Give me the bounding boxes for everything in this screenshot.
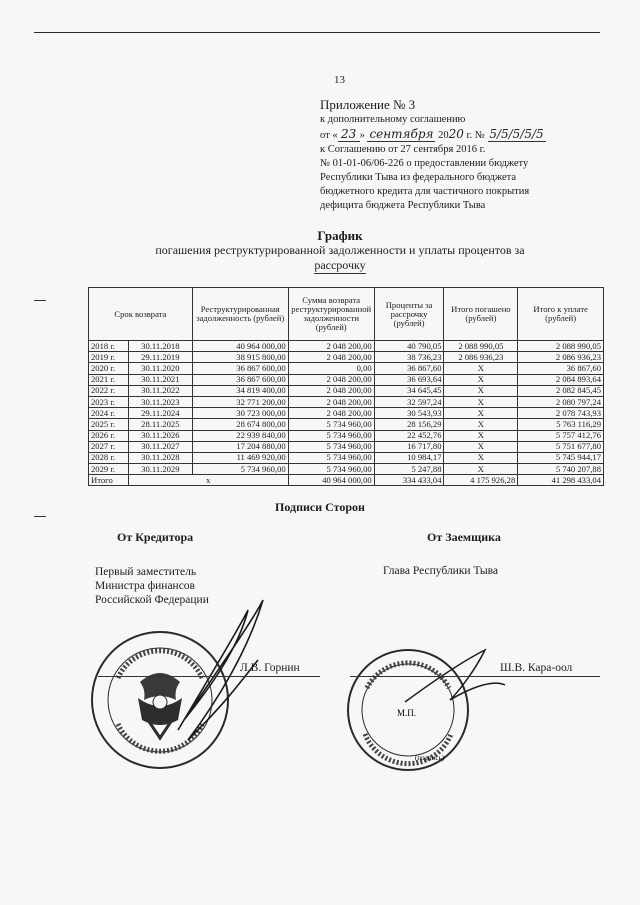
annex-text: 20: [438, 130, 449, 141]
table-total-cell: 4 175 926,28: [444, 475, 518, 486]
table-cell: 36 867,60: [518, 363, 604, 374]
table-cell: X: [444, 419, 518, 430]
table-cell: X: [444, 441, 518, 452]
table-cell: 2 082 845,45: [518, 385, 604, 396]
repayment-schedule-table: [88, 287, 604, 486]
page-number: 13: [334, 74, 345, 86]
table-cell: 5 734 960,00: [288, 452, 374, 463]
table-row: [89, 441, 604, 452]
table-cell: 36 867,60: [374, 363, 444, 374]
table-cell: 5 247,88: [374, 464, 444, 475]
lender-position-line: Российской Федерации: [95, 594, 209, 606]
table-cell: X: [444, 408, 518, 419]
table-cell: 34 819 400,00: [192, 385, 288, 396]
table-cell: 2020 г.: [89, 363, 129, 374]
annex-line: к Соглашению от 27 сентября 2016 г.: [320, 144, 486, 155]
table-cell: 2 048 200,00: [288, 374, 374, 385]
table-cell: 2 078 743,93: [518, 408, 604, 419]
table-row: [89, 430, 604, 441]
table-cell: X: [444, 385, 518, 396]
col-header-interest: Проценты за рассрочку (рублей): [374, 288, 444, 341]
top-rule: [34, 32, 600, 33]
table-cell: 30 543,93: [374, 408, 444, 419]
table-cell: 5 734 960,00: [288, 464, 374, 475]
annex-text: от «: [320, 130, 338, 141]
table-cell: 17 204 880,00: [192, 441, 288, 452]
table-cell: 10 984,17: [374, 452, 444, 463]
borrower-signatory-name: Ш.В. Кара-оол: [500, 662, 573, 674]
table-cell: 2 086 936,23: [518, 352, 604, 363]
table-cell: 2027 г.: [89, 441, 129, 452]
borrower-heading: От Заемщика: [427, 530, 501, 544]
table-cell: 2029 г.: [89, 464, 129, 475]
table-total-cell: x: [128, 475, 288, 486]
table-cell: 2025 г.: [89, 419, 129, 430]
table-cell: X: [444, 452, 518, 463]
table-cell: 2023 г.: [89, 396, 129, 407]
annex-line: к дополнительному соглашению: [320, 114, 466, 125]
table-cell: 5 740 207,88: [518, 464, 604, 475]
table-cell: 30.11.2022: [128, 385, 192, 396]
table-cell: 5 734 960,00: [288, 419, 374, 430]
annex-date-line: [320, 127, 610, 143]
table-cell: 5 751 677,80: [518, 441, 604, 452]
annex-header: [320, 97, 610, 213]
table-row: [89, 363, 604, 374]
lender-signature-line: [98, 676, 320, 677]
table-cell: 30.11.2028: [128, 452, 192, 463]
table-cell: 2 088 990,05: [518, 341, 604, 352]
annex-line: дефицита бюджета Республики Тыва: [320, 200, 486, 211]
table-cell: 2024 г.: [89, 408, 129, 419]
table-cell: 2028 г.: [89, 452, 129, 463]
col-header-total-repaid: Итого погашено (рублей): [444, 288, 518, 341]
table-cell: 36 693,64: [374, 374, 444, 385]
table-total-cell: 41 298 433,04: [518, 475, 604, 486]
table-cell: 29.11.2019: [128, 352, 192, 363]
table-cell: 36 867 600,00: [192, 363, 288, 374]
table-cell: 30.11.2020: [128, 363, 192, 374]
table-cell: X: [444, 363, 518, 374]
handwritten-year: 20: [448, 127, 464, 141]
table-cell: 2 084 893,64: [518, 374, 604, 385]
lender-seal-and-signature: [88, 590, 308, 810]
table-cell: 2 048 200,00: [288, 396, 374, 407]
col-header-term: Срок возврата: [89, 288, 193, 341]
table-cell: 40 964 000,00: [192, 341, 288, 352]
table-cell: 2022 г.: [89, 385, 129, 396]
table-cell: 2 048 200,00: [288, 352, 374, 363]
table-total-cell: Итого: [89, 475, 129, 486]
table-cell: 36 867 600,00: [192, 374, 288, 385]
annex-line: бюджетного кредита для частичного покрытия: [320, 186, 530, 197]
table-cell: 40 790,05: [374, 341, 444, 352]
table-cell: 2026 г.: [89, 430, 129, 441]
table-row: [89, 385, 604, 396]
table-cell: 16 717,80: [374, 441, 444, 452]
table-cell: 28 156,29: [374, 419, 444, 430]
table-cell: 30.11.2029: [128, 464, 192, 475]
table-cell: 2 080 797,24: [518, 396, 604, 407]
signatures-title: Подписи Сторон: [275, 500, 365, 514]
handwritten-month: сентября: [369, 127, 434, 141]
table-cell: 0,00: [288, 363, 374, 374]
margin-mark: [34, 300, 46, 301]
title-main: График: [317, 228, 363, 243]
handwritten-number: 5/5/5/5/5: [489, 127, 544, 141]
table-cell: 30.11.2026: [128, 430, 192, 441]
table-cell: 5 734 960,00: [288, 441, 374, 452]
table-cell: 2 088 990,05: [444, 341, 518, 352]
table-row: [89, 464, 604, 475]
table-total-row: [89, 475, 604, 486]
annex-text: »: [359, 130, 368, 141]
table-cell: 5 757 412,76: [518, 430, 604, 441]
table-cell: 2 048 200,00: [288, 341, 374, 352]
lender-heading: От Кредитора: [117, 530, 194, 544]
table-cell: 22 452,76: [374, 430, 444, 441]
table-cell: 2021 г.: [89, 374, 129, 385]
table-cell: X: [444, 464, 518, 475]
col-header-total-due: Итого к уплате (рублей): [518, 288, 604, 341]
table-cell: X: [444, 396, 518, 407]
annex-line: Республики Тыва из федерального бюджета: [320, 172, 517, 183]
table-total-cell: 334 433,04: [374, 475, 444, 486]
title-subtitle: погашения реструктурированной задолженности и уплаты процентов за: [155, 243, 525, 257]
table-header-row: [89, 288, 604, 341]
table-row: [89, 352, 604, 363]
table-row: [89, 374, 604, 385]
col-header-repayment-amount: Сумма возврата реструктурированной задолженности (рублей): [288, 288, 374, 341]
table-cell: 38 736,23: [374, 352, 444, 363]
table-total-cell: 40 964 000,00: [288, 475, 374, 486]
table-cell: 5 734 960,00: [192, 464, 288, 475]
table-cell: 30.11.2027: [128, 441, 192, 452]
lender-position-line: Министра финансов: [95, 580, 195, 592]
table-cell: 34 645,45: [374, 385, 444, 396]
table-row: [89, 341, 604, 352]
table-cell: 28 674 800,00: [192, 419, 288, 430]
stamp-mp: М.П.: [397, 708, 417, 718]
table-cell: 38 915 800,00: [192, 352, 288, 363]
col-header-restructured-debt: Реструктурированная задолженность (рублей): [192, 288, 288, 341]
annex-line: № 01-01-06/06-226 о предоставлении бюджету: [320, 158, 529, 169]
table-cell: 2019 г.: [89, 352, 129, 363]
stamp-podpis: (подпись): [415, 754, 445, 762]
table-cell: 2018 г.: [89, 341, 129, 352]
table-cell: 28.11.2025: [128, 419, 192, 430]
table-row: [89, 396, 604, 407]
margin-mark: [34, 516, 46, 517]
schedule-title: [90, 228, 590, 274]
table-cell: X: [444, 374, 518, 385]
table-row: [89, 452, 604, 463]
annex-text: г. №: [463, 130, 485, 141]
table-cell: 32 597,24: [374, 396, 444, 407]
table-cell: 5 763 116,29: [518, 419, 604, 430]
table-cell: 30.11.2023: [128, 396, 192, 407]
borrower-position: Глава Республики Тыва: [383, 565, 499, 577]
table-row: [89, 419, 604, 430]
table-cell: 2 048 200,00: [288, 385, 374, 396]
lender-position-line: Первый заместитель: [95, 566, 197, 578]
lender-signatory-name: Л.В. Горнин: [240, 662, 300, 674]
table-cell: 29.11.2024: [128, 408, 192, 419]
table-cell: 30.11.2018: [128, 341, 192, 352]
table-cell: 30 723 000,00: [192, 408, 288, 419]
table-cell: 5 734 960,00: [288, 430, 374, 441]
table-cell: 5 745 944,17: [518, 452, 604, 463]
title-subtitle-cont: рассрочку: [314, 258, 366, 272]
handwritten-day: 23: [338, 127, 360, 142]
table-cell: X: [444, 430, 518, 441]
table-cell: 22 939 840,00: [192, 430, 288, 441]
table-cell: 11 469 920,00: [192, 452, 288, 463]
table-cell: 2 086 936,23: [444, 352, 518, 363]
annex-heading: Приложение № 3: [320, 97, 416, 112]
table-cell: 30.11.2021: [128, 374, 192, 385]
table-cell: 32 771 200,00: [192, 396, 288, 407]
table-cell: 2 048 200,00: [288, 408, 374, 419]
table-row: [89, 408, 604, 419]
borrower-signature-line: [350, 676, 600, 677]
